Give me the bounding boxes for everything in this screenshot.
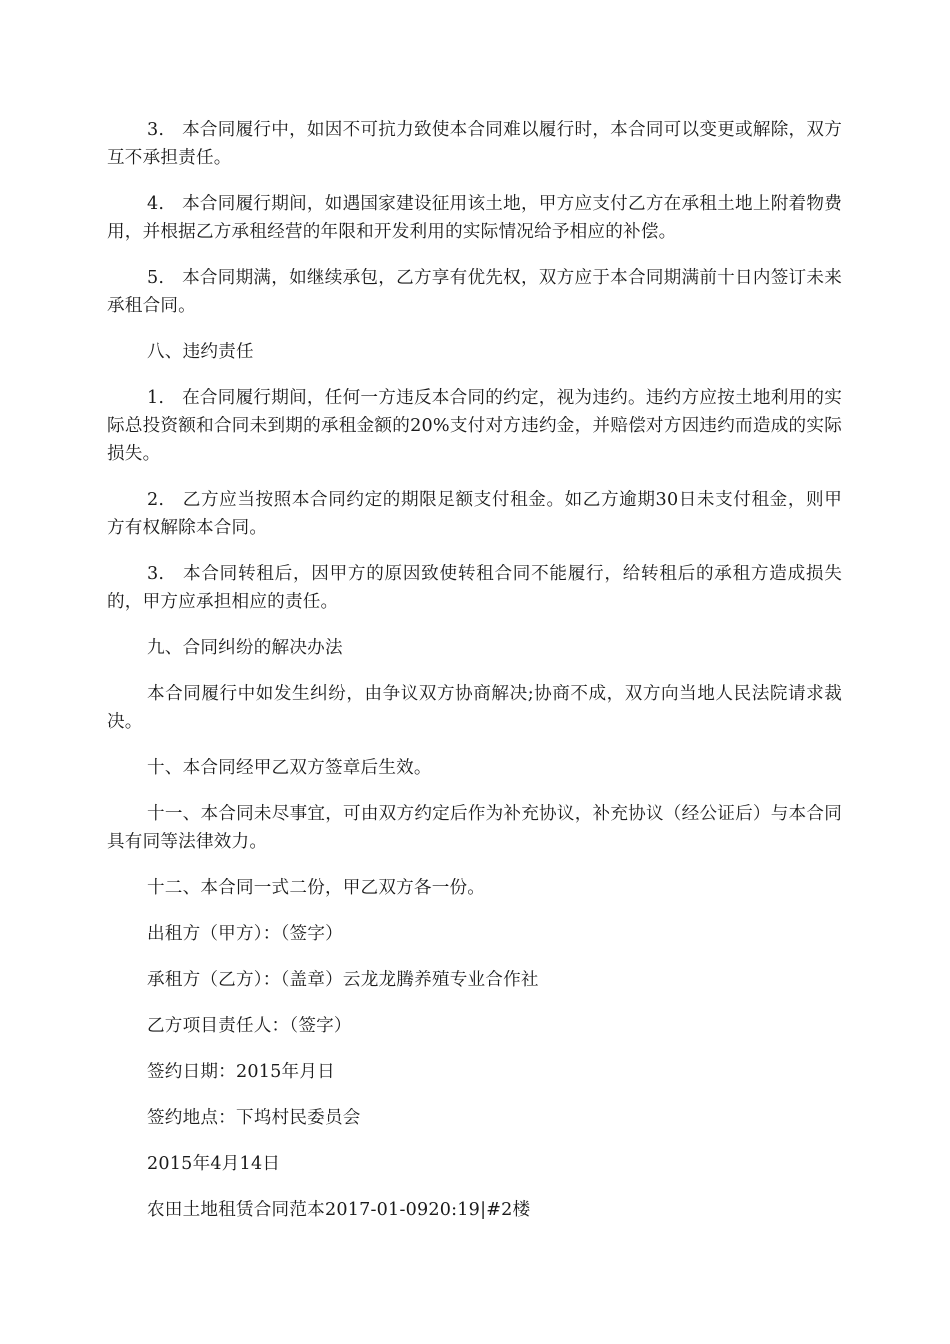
signing-place-line: 签约地点：下坞村民委员会 bbox=[147, 1108, 361, 1128]
section-heading-breach: 八、违约责任 bbox=[147, 342, 254, 362]
clause-8-1: 1. 在合同履行期间，任何一方违反本合同的约定，视为违约。违约方应按土地利用的实际总投资额和合同未到期的承租金额的20%支付对方违约金，并赔偿对方因违约而造成的实际损失。 bbox=[107, 388, 842, 464]
clause-11: 十一、本合同未尽事宜，可由双方约定后作为补充协议，补充协议（经公证后）与本合同具有同等法律效力。 bbox=[107, 804, 842, 852]
clause-8-3: 3. 本合同转租后，因甲方的原因致使转租合同不能履行，给转租后的承租方造成损失的，甲方应承担相应的责任。 bbox=[107, 564, 842, 612]
clause-7-4: 4. 本合同履行期间，如遇国家建设征用该土地，甲方应支付乙方在承租土地上附着物费用，并根据乙方承租经营的年限和开发利用的实际情况给予相应的补偿。 bbox=[107, 194, 842, 242]
section-heading-disputes: 九、合同纠纷的解决办法 bbox=[147, 638, 343, 658]
clause-8-2: 2. 乙方应当按照本合同约定的期限足额支付租金。如乙方逾期30日未支付租金，则甲方有权解除本合同。 bbox=[107, 490, 842, 538]
clause-7-3: 3. 本合同履行中，如因不可抗力致使本合同难以履行时，本合同可以变更或解除，双方互不承担责任。 bbox=[107, 120, 842, 168]
post-footer-line: 农田土地租赁合同范本2017-01-0920:19|#2楼 bbox=[147, 1200, 531, 1220]
document-date: 2015年4月14日 bbox=[147, 1154, 281, 1174]
clause-7-5: 5. 本合同期满，如继续承包，乙方享有优先权，双方应于本合同期满前十日内签订未来承租合同。 bbox=[107, 268, 842, 316]
lessor-signature-line: 出租方（甲方）：（签字） bbox=[147, 924, 343, 944]
project-manager-signature-line: 乙方项目责任人：（签字） bbox=[147, 1016, 352, 1036]
lessee-signature-line: 承租方（乙方）：（盖章）云龙龙腾养殖专业合作社 bbox=[147, 970, 539, 990]
clause-10: 十、本合同经甲乙双方签章后生效。 bbox=[147, 758, 432, 778]
clause-9-body: 本合同履行中如发生纠纷，由争议双方协商解决;协商不成，双方向当地人民法院请求裁决。 bbox=[107, 684, 842, 732]
clause-12: 十二、本合同一式二份，甲乙双方各一份。 bbox=[147, 878, 486, 898]
document-body bbox=[107, 116, 842, 1224]
signing-date-line: 签约日期：2015年月日 bbox=[147, 1062, 335, 1082]
